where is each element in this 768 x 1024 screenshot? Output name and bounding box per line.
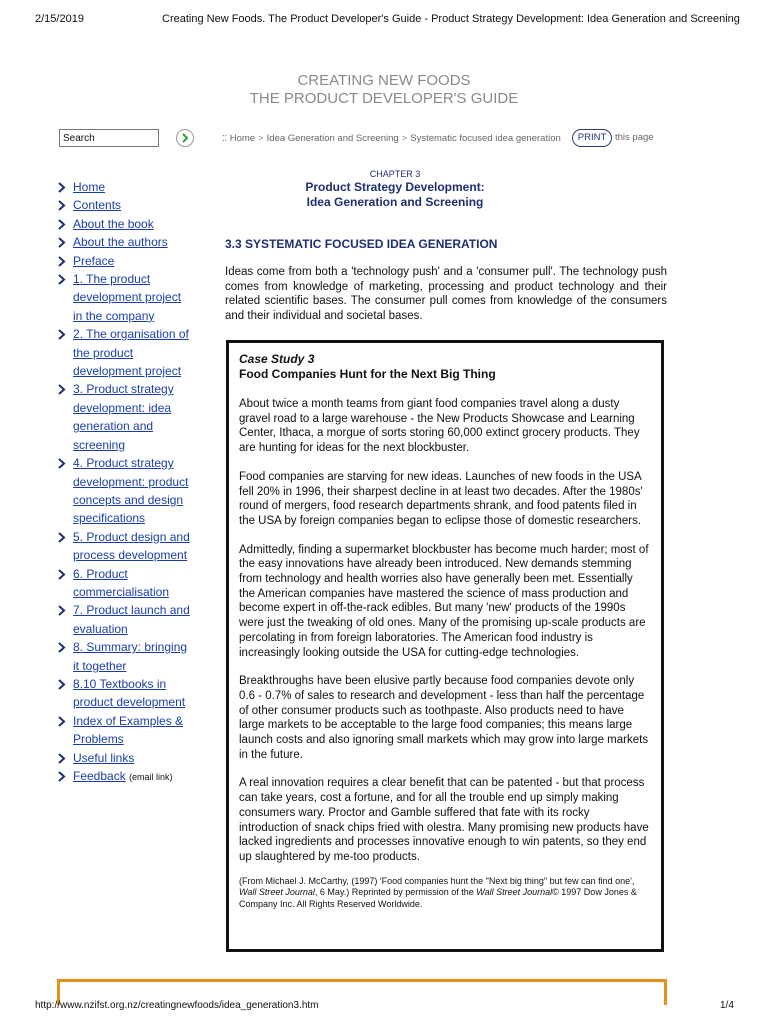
sidebar-item-label: 1. The product xyxy=(73,272,151,287)
chevron-right-icon xyxy=(57,256,66,267)
sidebar-item[interactable] xyxy=(57,215,207,233)
case-study-paragraph: A real innovation requires a clear benefit that can be patented - but that process can take years, cost a fortune, and for all the trouble end up simply making consumers wary. Proctor and Gamble suffered that fate with its rocky introduction of snack chips fried with olestra. Many promising new products have lacked ingredients and processes innovative enough to win patents, so they end up slaughtered by me-too products. xyxy=(239,777,649,863)
search-input[interactable] xyxy=(59,129,159,147)
sidebar-item[interactable] xyxy=(57,270,207,325)
sidebar-item-label: Home xyxy=(73,180,106,194)
chevron-right-icon xyxy=(57,274,66,285)
sidebar-item-label: concepts and design xyxy=(73,492,184,507)
sidebar-item-link[interactable] xyxy=(73,456,188,525)
sidebar-item-label: Contents xyxy=(73,198,122,213)
sidebar-item[interactable] xyxy=(57,233,207,251)
chevron-right-icon xyxy=(57,329,66,340)
breadcrumb-home[interactable]: Home xyxy=(229,133,256,144)
print-footer-url: http://www.nzifst.org.nz/creatingnewfoods/idea_generation3.htm xyxy=(35,1000,319,1011)
sidebar-item[interactable] xyxy=(57,380,207,454)
print-suffix: this page xyxy=(615,132,654,143)
sidebar-item-link[interactable] xyxy=(73,567,169,599)
sidebar-item-label: About the book xyxy=(73,216,154,231)
sidebar-item-label: Problems xyxy=(73,732,124,747)
sidebar-item-label: 6. Product xyxy=(73,566,128,581)
sidebar-item-link[interactable] xyxy=(73,327,189,378)
chevron-right-icon xyxy=(57,642,66,653)
chevron-right-icon xyxy=(57,771,66,782)
sidebar-item-link[interactable] xyxy=(73,769,126,783)
case-study-label: Case Study 3 xyxy=(239,352,315,366)
sidebar-item-label: 8. Summary: bringing xyxy=(73,640,188,655)
sidebar-item[interactable] xyxy=(57,325,207,380)
sidebar-item-label: screening xyxy=(73,437,126,452)
sidebar-item-label: specifications xyxy=(73,511,146,526)
citation-text: (From Michael J. McCarthy, (1997) 'Food companies hunt the "Next big thing" but few can find one', xyxy=(239,875,635,886)
chevron-right-icon xyxy=(57,458,66,469)
print-footer-page: 1/4 xyxy=(720,1000,734,1011)
sidebar-item-link[interactable] xyxy=(73,640,187,672)
citation-journal: Wall Street Journal xyxy=(239,887,315,898)
sidebar-item-label: About the authors xyxy=(73,235,168,250)
sidebar-item[interactable] xyxy=(57,638,207,675)
sidebar-item[interactable] xyxy=(57,749,207,767)
sidebar-item-label: development project xyxy=(73,364,182,379)
sidebar-item[interactable] xyxy=(57,178,207,196)
sidebar-item-link[interactable] xyxy=(73,272,181,323)
sidebar-item[interactable] xyxy=(57,454,207,528)
sidebar-item-link[interactable] xyxy=(73,198,121,212)
sidebar-item-link[interactable] xyxy=(73,677,185,709)
sidebar-item-label: 8.10 Textbooks in xyxy=(73,676,167,691)
sidebar-item[interactable] xyxy=(57,767,207,786)
sidebar-item-label: 2. The organisation of xyxy=(73,327,189,342)
citation-text: , 6 May.) Reprinted by permission of the xyxy=(314,887,477,898)
chevron-right-icon xyxy=(57,237,66,248)
sidebar-item-label: generation and xyxy=(73,419,154,434)
case-study-citation xyxy=(239,876,651,911)
chevron-right-icon xyxy=(57,200,66,211)
sidebar-item-label: in the company xyxy=(73,308,155,323)
breadcrumb-marker-icon: ⁚⁚ xyxy=(222,134,228,143)
section-intro: Ideas come from both a 'technology push' and a 'consumer pull'. The technology push comes from knowledge of marketing, processing and product technology and their related scientific bases. The consumer pull comes from knowledge of the consumers and their individual and societal bases. xyxy=(225,266,667,323)
search-go-button[interactable] xyxy=(176,129,194,147)
chevron-right-icon xyxy=(57,532,66,543)
case-study-box xyxy=(226,340,664,952)
chapter-title-line1: Product Strategy Development: xyxy=(305,180,485,194)
sidebar-item-label: development: product xyxy=(73,474,189,489)
chapter-label: CHAPTER 3 xyxy=(369,169,421,179)
case-study-paragraph: Admittedly, finding a supermarket blockbuster has become much harder; most of the easy innovations have already been introduced. New demands stemming from technology and health worries also have generally been met. Essentially the American companies have mastered the science of mass production and become expert in off-the-rack edibles. But many 'new' products of the 1990s were just the tweaking of old ones. Many of the promising up-scale products are percolating in from foreign laboratories. The American food industry is increasingly looking outside the USA for cutting-edge technologies. xyxy=(239,543,649,659)
sidebar-item[interactable] xyxy=(57,675,207,712)
sidebar-item-link[interactable] xyxy=(73,603,190,635)
sidebar-item-label: product development xyxy=(73,695,186,710)
chevron-right-icon xyxy=(57,605,66,616)
sidebar-item-label: process development xyxy=(73,548,188,563)
sidebar-item-label: the product xyxy=(73,345,134,360)
sidebar-item[interactable] xyxy=(57,712,207,749)
case-study-paragraph: Food companies are starving for new ideas. Launches of new foods in the USA fell 20% in 1996, their sharpest decline in at least two decades. After the 1980s' round of mergers, food research departments shrank, and food patents filed in the USA by foreign companies began to eclipse those of domestic researchers. xyxy=(239,470,643,527)
sidebar-item-note: (email link) xyxy=(129,772,173,782)
sidebar-item-link[interactable] xyxy=(73,751,134,765)
site-title-line2: THE PRODUCT DEVELOPER'S GUIDE xyxy=(249,90,519,107)
sidebar-nav xyxy=(57,178,207,786)
sidebar-item[interactable] xyxy=(57,601,207,638)
sidebar-item-label: Useful links xyxy=(73,750,135,765)
sidebar-item-label: 3. Product strategy xyxy=(73,382,174,397)
chevron-right-icon xyxy=(57,384,66,395)
breadcrumb xyxy=(222,133,561,144)
sidebar-item-link[interactable] xyxy=(73,530,190,562)
breadcrumb-current: Systematic focused idea generation xyxy=(410,133,561,144)
case-study-title: Food Companies Hunt for the Next Big Thing xyxy=(239,367,496,381)
sidebar-item-label: 4. Product strategy xyxy=(73,456,174,471)
sidebar-item-link[interactable] xyxy=(73,235,168,249)
print-header-date: 2/15/2019 xyxy=(35,13,84,25)
sidebar-item[interactable] xyxy=(57,528,207,565)
arrow-right-icon xyxy=(180,133,190,143)
sidebar-item-label: 5. Product design and xyxy=(73,529,190,544)
sidebar-item-label: Preface xyxy=(73,253,115,268)
sidebar-item[interactable] xyxy=(57,252,207,270)
case-study-paragraph: About twice a month teams from giant food companies travel along a dusty gravel road to a large warehouse - the New Products Showcase and Learning Center, Ithaca, a morgue of sorts storing 60,000 extinct grocery products. They are hunting for ideas for the next blockbuster. xyxy=(239,398,640,455)
sidebar-item[interactable] xyxy=(57,196,207,214)
print-button[interactable]: PRINT xyxy=(572,129,612,147)
breadcrumb-idea-generation[interactable]: Idea Generation and Screening xyxy=(266,133,399,144)
sidebar-item-label: commercialisation xyxy=(73,584,170,599)
sidebar-item-label: development: idea xyxy=(73,400,172,415)
sidebar-item-label: it together xyxy=(73,658,127,673)
chevron-right-icon xyxy=(57,219,66,230)
chevron-right-icon xyxy=(57,679,66,690)
chevron-right-icon xyxy=(57,753,66,764)
site-title-line1: CREATING NEW FOODS xyxy=(297,72,471,89)
chevron-right-icon xyxy=(57,182,66,193)
sidebar-item-label: 7. Product launch and xyxy=(73,603,190,618)
sidebar-item-link[interactable] xyxy=(73,217,154,231)
chevron-right-icon xyxy=(57,716,66,727)
chapter-title-line2: Idea Generation and Screening xyxy=(306,195,484,209)
sidebar-item-link[interactable] xyxy=(73,382,174,451)
sidebar-item-label: Index of Examples & xyxy=(73,713,184,728)
chevron-right-icon xyxy=(57,569,66,580)
sidebar-item-link[interactable] xyxy=(73,714,183,746)
print-header-title: Creating New Foods. The Product Developer's Guide - Product Strategy Development: Idea Generation and Screening xyxy=(162,13,740,25)
sidebar-item-label: development project xyxy=(73,290,182,305)
section-title: 3.3 SYSTEMATIC FOCUSED IDEA GENERATION xyxy=(225,237,498,251)
sidebar-item[interactable] xyxy=(57,565,207,602)
breadcrumb-separator: > xyxy=(401,133,408,144)
sidebar-item-label: Feedback xyxy=(73,769,126,783)
case-study-paragraph: Breakthroughs have been elusive partly because food companies devote only 0.6 - 0.7% of sales to research and development - less than half the percentage of other consumer products such as toothpaste. Also products need to have large markets to be acceptable to the large food companies; this means large launch costs and also ignoring small markets which may grow into large markets in the future. xyxy=(239,675,649,761)
sidebar-item-link[interactable] xyxy=(73,254,114,268)
sidebar-item-link[interactable] xyxy=(73,180,105,194)
chapter-title xyxy=(220,180,570,210)
breadcrumb-separator: > xyxy=(258,133,264,144)
sidebar-item-label: evaluation xyxy=(73,621,128,636)
citation-journal: Wall Street Journal xyxy=(476,887,553,898)
citation-text: © 1997 Dow Jones & Company Inc. All Rights Reserved Worldwide. xyxy=(239,887,637,909)
